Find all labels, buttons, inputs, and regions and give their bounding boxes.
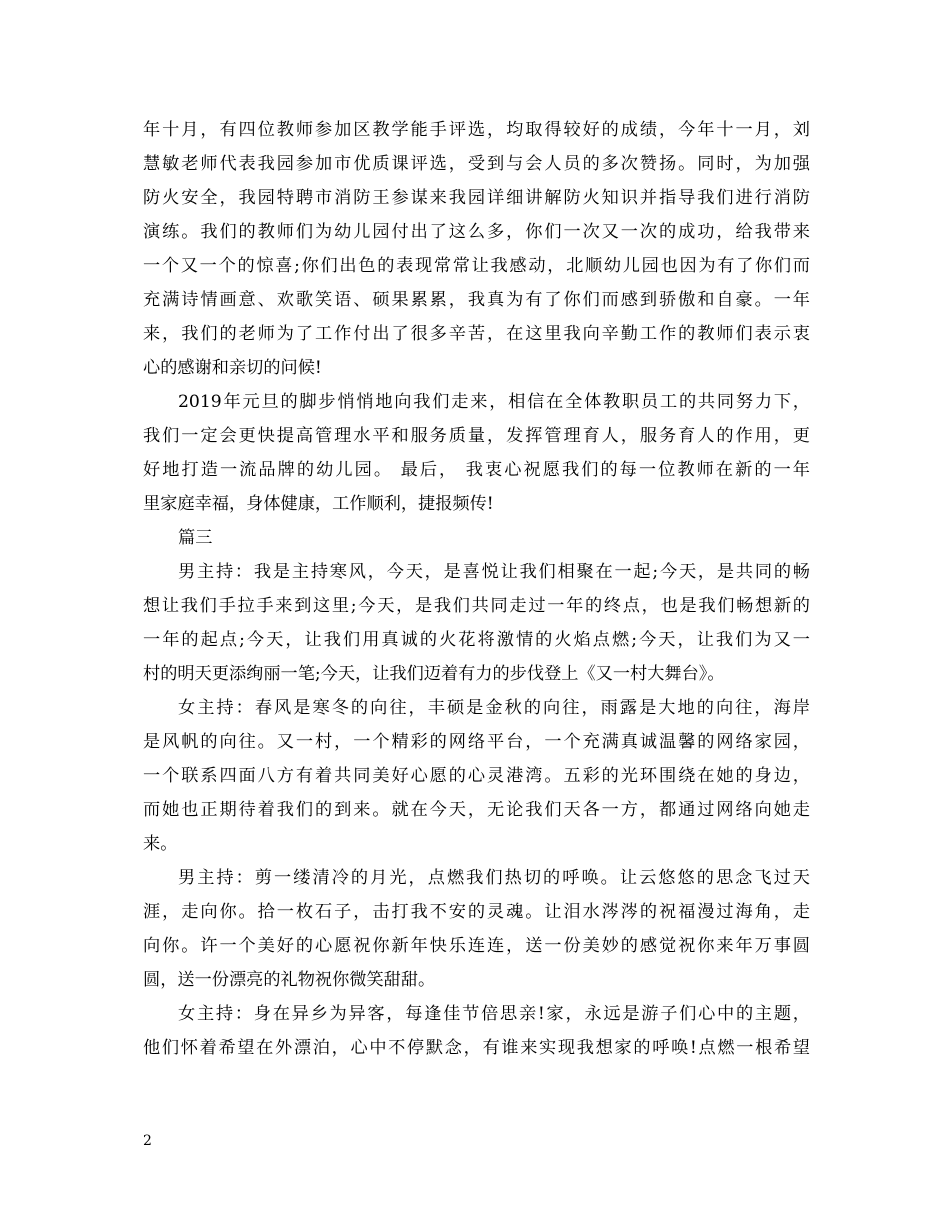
text-line: 圆，送一份漂亮的礼物祝你微笑甜甜。: [143, 970, 436, 990]
text-line: 而她也正期待着我们的到来。就在今天，无论我们天各一方，都通过网络向她走: [143, 800, 810, 820]
text-line: 好地打造一流品牌的幼儿园。 最后， 我衷心祝愿我们的每一位教师在新的一年: [143, 460, 810, 480]
text-line: 女主持：身在异乡为异客，每逢佳节倍思亲!家，永远是游子们心中的主题，: [178, 1004, 810, 1024]
text-line: 慧敏老师代表我园参加市优质课评选，受到与会人员的多次赞扬。同时，为加强: [143, 154, 810, 174]
text-line: 村的明天更添绚丽一笔;今天，让我们迈着有力的步伐登上《又一村大舞台》。: [143, 664, 725, 684]
paragraph-new-year-wishes: [143, 385, 810, 521]
text-line: 防火安全，我园特聘市消防王参谋来我园详细讲解防火知识并指导我们进行消防: [143, 188, 810, 208]
page-number: 2: [143, 1133, 152, 1149]
text-line: 来。: [143, 834, 178, 854]
text-line: 他们怀着希望在外漂泊，心中不停默念，有谁来实现我想家的呼唤!点燃一根希望: [143, 1038, 810, 1058]
text-line: 演练。我们的教师们为幼儿园付出了这么多，你们一次又一次的成功，给我带来: [143, 222, 810, 242]
paragraph-female-host-1: [143, 691, 810, 861]
text-line: 2019年元旦的脚步悄悄地向我们走来，相信在全体教职员工的共同努力下，: [178, 392, 810, 412]
text-line: 年十月，有四位教师参加区教学能手评选，均取得较好的成绩，今年十一月，刘: [143, 120, 810, 140]
text-line: 涯，走向你。拾一枚石子，击打我不安的灵魂。让泪水涔涔的祝福漫过海角，走: [143, 902, 810, 922]
document-page: [143, 113, 810, 1065]
paragraph-male-host-2: [143, 861, 810, 997]
paragraph-male-host-1: [143, 555, 810, 691]
text-line: 女主持：春风是寒冬的向往，丰硕是金秋的向往，雨露是大地的向往，海岸: [178, 698, 810, 718]
text-line: 一个联系四面八方有着共同美好心愿的心灵港湾。五彩的光环围绕在她的身边，: [143, 766, 810, 786]
text-line: 一年的起点;今天，让我们用真诚的火花将激情的火焰点燃;今天，让我们为又一: [143, 630, 810, 650]
text-line: 向你。许一个美好的心愿祝你新年快乐连连，送一份美妙的感觉祝你来年万事圆: [143, 936, 810, 956]
paragraph-female-host-2: [143, 997, 810, 1065]
text-line: 充满诗情画意、欢歌笑语、硕果累累，我真为有了你们而感到骄傲和自豪。一年: [143, 290, 810, 310]
text-line: 想让我们手拉手来到这里;今天，是我们共同走过一年的终点，也是我们畅想新的: [143, 596, 810, 616]
text-line: 篇三: [178, 528, 213, 548]
text-line: 男主持：我是主持寒风，今天，是喜悦让我们相聚在一起;今天，是共同的畅: [178, 562, 810, 582]
text-line: 心的感谢和亲切的问候!: [143, 358, 322, 378]
text-line: 里家庭幸福，身体健康，工作顺利，捷报频传!: [143, 494, 494, 514]
section-heading-part-three: [143, 521, 810, 555]
text-line: 是风帆的向往。又一村，一个精彩的网络平台，一个充满真诚温馨的网络家园，: [143, 732, 810, 752]
text-line: 我们一定会更快提高管理水平和服务质量，发挥管理育人，服务育人的作用，更: [143, 426, 810, 446]
text-line: 来，我们的老师为了工作付出了很多辛苦，在这里我向辛勤工作的教师们表示衷: [143, 324, 810, 344]
paragraph-teachers-achievements: [143, 113, 810, 385]
text-line: 一个又一个的惊喜;你们出色的表现常常让我感动，北顺幼儿园也因为有了你们而: [143, 256, 810, 276]
text-line: 男主持：剪一缕清冷的月光，点燃我们热切的呼唤。让云悠悠的思念飞过天: [178, 868, 810, 888]
